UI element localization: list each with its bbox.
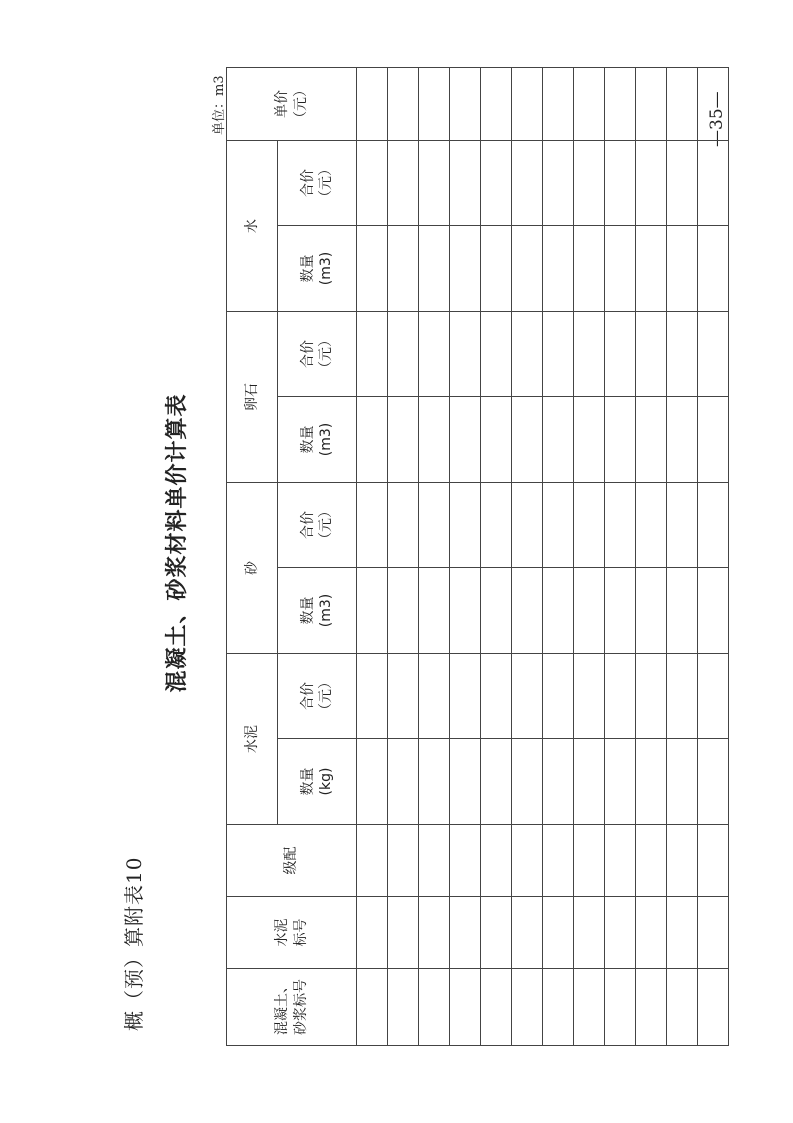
table-cell: [512, 397, 543, 483]
table-cell: [543, 397, 574, 483]
table-cell: [512, 568, 543, 654]
table-cell: [605, 397, 636, 483]
table-cell: [419, 568, 450, 654]
table-cell: [698, 969, 729, 1046]
table-cell: [636, 654, 667, 739]
header-gravel-qty: [278, 397, 357, 483]
table-cell: [450, 483, 481, 568]
table-cell: [667, 969, 698, 1046]
table-cell: [357, 68, 388, 141]
header-sand-qty-line2: (m3): [318, 593, 334, 628]
table-cell: [698, 654, 729, 739]
table-cell: [512, 312, 543, 397]
table-cell: [543, 969, 574, 1046]
table-cell: [388, 483, 419, 568]
table-cell: [543, 483, 574, 568]
table-cell: [605, 226, 636, 312]
table-cell: [388, 312, 419, 397]
table-cell: [512, 226, 543, 312]
table-cell: [357, 568, 388, 654]
header-cement-grade: [227, 897, 357, 969]
table-cell: [419, 226, 450, 312]
header-concrete-grade-line1: 混凝土、: [274, 979, 291, 1035]
table-cell: [357, 483, 388, 568]
table-cell: [543, 739, 574, 825]
header-sand-total-line1: 合价: [299, 511, 316, 539]
header-gravel-qty-line2: (m3): [318, 422, 334, 457]
table-cell: [481, 654, 512, 739]
table-cell: [543, 68, 574, 141]
header-cement-total-line2: （元）: [318, 675, 334, 717]
table-cell: [357, 739, 388, 825]
table-cell: [698, 897, 729, 969]
header-sand-total-line2: （元）: [318, 504, 334, 546]
table-cell: [667, 226, 698, 312]
table-cell: [481, 897, 512, 969]
table-cell: [636, 897, 667, 969]
table-cell: [450, 68, 481, 141]
table-row: [481, 68, 512, 1046]
table-cell: [512, 654, 543, 739]
material-price-table: [226, 67, 729, 1046]
table-cell: [388, 68, 419, 141]
table-row: [543, 68, 574, 1046]
table-row: [698, 68, 729, 1046]
header-row-top: [227, 68, 278, 1046]
table-cell: [357, 825, 388, 897]
table-cell: [388, 397, 419, 483]
header-unit-price: [227, 68, 357, 141]
table-cell: [450, 312, 481, 397]
table-cell: [481, 739, 512, 825]
table-cell: [605, 739, 636, 825]
header-unit-price-line1: 单价: [274, 90, 291, 118]
table-cell: [636, 739, 667, 825]
table-cell: [574, 739, 605, 825]
table-cell: [698, 397, 729, 483]
table-cell: [357, 397, 388, 483]
table-cell: [636, 483, 667, 568]
table-cell: [388, 897, 419, 969]
table-cell: [388, 739, 419, 825]
table-cell: [357, 897, 388, 969]
table-row: [512, 68, 543, 1046]
table-cell: [388, 969, 419, 1046]
header-cement-grade-line1: 水泥: [274, 918, 291, 947]
table-cell: [636, 397, 667, 483]
table-cell: [667, 654, 698, 739]
table-cell: [698, 825, 729, 897]
table-cell: [512, 141, 543, 226]
table-row: [636, 68, 667, 1046]
table-cell: [419, 825, 450, 897]
table-cell: [698, 568, 729, 654]
table-cell: [419, 739, 450, 825]
table-cell: [512, 483, 543, 568]
table-cell: [450, 568, 481, 654]
table-cell: [357, 226, 388, 312]
table-cell: [698, 483, 729, 568]
table-row: [574, 68, 605, 1046]
table-cell: [481, 312, 512, 397]
table-cell: [512, 969, 543, 1046]
table-cell: [667, 397, 698, 483]
header-water-qty-line1: 数量: [299, 254, 316, 283]
table-cell: [419, 312, 450, 397]
table-cell: [450, 654, 481, 739]
header-cement-qty-line1: 数量: [299, 767, 316, 796]
table-cell: [574, 397, 605, 483]
table-cell: [698, 68, 729, 141]
page-number: —35—: [707, 91, 727, 147]
table-cell: [388, 825, 419, 897]
table-cell: [636, 68, 667, 141]
table-cell: [419, 397, 450, 483]
table-cell: [543, 654, 574, 739]
header-water-total-line1: 合价: [299, 169, 316, 197]
table-cell: [636, 141, 667, 226]
table-cell: [388, 568, 419, 654]
header-sand-qty: [278, 568, 357, 654]
header-group-sand: 砂: [227, 483, 278, 654]
table-cell: [450, 897, 481, 969]
table-cell: [388, 226, 419, 312]
table-cell: [357, 312, 388, 397]
table-cell: [388, 654, 419, 739]
table-cell: [481, 141, 512, 226]
table-row: [419, 68, 450, 1046]
table-cell: [574, 312, 605, 397]
header-water-qty: [278, 226, 357, 312]
table-row: [388, 68, 419, 1046]
table-cell: [481, 825, 512, 897]
table-cell: [543, 312, 574, 397]
header-gravel-qty-line1: 数量: [299, 425, 316, 454]
table-cell: [450, 825, 481, 897]
table-cell: [450, 739, 481, 825]
table-cell: [543, 825, 574, 897]
table-cell: [698, 312, 729, 397]
table-cell: [667, 141, 698, 226]
table-cell: [450, 969, 481, 1046]
table-cell: [667, 68, 698, 141]
page-title: 混凝土、砂浆材料单价计算表: [164, 393, 190, 693]
table-cell: [636, 312, 667, 397]
table-row: [450, 68, 481, 1046]
table-cell: [419, 483, 450, 568]
table-cell: [512, 897, 543, 969]
document-label: 概（预）算附表10: [122, 856, 146, 1031]
header-cement-qty: [278, 739, 357, 825]
header-cement-total-line1: 合价: [299, 682, 316, 710]
table-cell: [605, 568, 636, 654]
header-cement-grade-line2: 标号: [292, 918, 309, 947]
table-cell: [450, 141, 481, 226]
table-cell: [543, 568, 574, 654]
table-cell: [698, 739, 729, 825]
table-cell: [574, 568, 605, 654]
table-cell: [636, 825, 667, 897]
table-cell: [357, 141, 388, 226]
header-water-qty-line2: (m3): [318, 251, 334, 286]
table-cell: [419, 897, 450, 969]
table-cell: [574, 68, 605, 141]
table-cell: [450, 397, 481, 483]
table-cell: [605, 654, 636, 739]
header-water-total-line2: （元）: [318, 162, 334, 204]
header-concrete-grade: [227, 969, 357, 1046]
table-cell: [357, 654, 388, 739]
header-gradation: 级配: [227, 825, 357, 897]
table-cell: [419, 654, 450, 739]
table-cell: [605, 825, 636, 897]
table-cell: [388, 141, 419, 226]
header-gravel-total: [278, 312, 357, 397]
table-cell: [481, 226, 512, 312]
table-cell: [574, 141, 605, 226]
table-cell: [357, 969, 388, 1046]
table-cell: [574, 226, 605, 312]
table-cell: [667, 568, 698, 654]
table-cell: [574, 897, 605, 969]
table-cell: [605, 897, 636, 969]
table-cell: [636, 568, 667, 654]
table-cell: [605, 141, 636, 226]
unit-note: 单位：m3: [212, 75, 227, 135]
table-cell: [574, 969, 605, 1046]
header-cement-total: [278, 654, 357, 739]
table-cell: [667, 483, 698, 568]
table-cell: [605, 68, 636, 141]
table-cell: [419, 68, 450, 141]
table-cell: [667, 739, 698, 825]
table-cell: [512, 68, 543, 141]
table-cell: [512, 739, 543, 825]
header-unit-price-line2: （元）: [292, 83, 309, 125]
header-sand-total: [278, 483, 357, 568]
header-group-cement: 水泥: [227, 654, 278, 825]
header-gravel-total-line2: （元）: [318, 333, 334, 375]
table-cell: [636, 226, 667, 312]
table-cell: [574, 825, 605, 897]
table-cell: [450, 226, 481, 312]
table-cell: [636, 969, 667, 1046]
table-cell: [574, 483, 605, 568]
header-gravel-total-line1: 合价: [299, 340, 316, 368]
header-water-total: [278, 141, 357, 226]
header-concrete-grade-line2: 砂浆标号: [292, 979, 309, 1035]
table-cell: [481, 483, 512, 568]
table-cell: [543, 897, 574, 969]
header-sand-qty-line1: 数量: [299, 596, 316, 625]
table-cell: [481, 969, 512, 1046]
table-cell: [481, 568, 512, 654]
table-cell: [481, 397, 512, 483]
table-cell: [667, 312, 698, 397]
table-cell: [512, 825, 543, 897]
table-cell: [605, 312, 636, 397]
table-cell: [574, 654, 605, 739]
table-cell: [605, 483, 636, 568]
table-cell: [667, 897, 698, 969]
table-wrapper: [226, 67, 729, 1046]
table-row: [667, 68, 698, 1046]
header-group-water: 水: [227, 141, 278, 312]
table-cell: [481, 68, 512, 141]
table-row: [605, 68, 636, 1046]
table-cell: [419, 969, 450, 1046]
table-cell: [698, 226, 729, 312]
header-cement-qty-line2: (kg): [318, 767, 334, 796]
header-group-gravel: 卵石: [227, 312, 278, 483]
table-cell: [667, 825, 698, 897]
table-cell: [698, 141, 729, 226]
table-cell: [543, 141, 574, 226]
table-cell: [605, 969, 636, 1046]
table-row: [357, 68, 388, 1046]
table-cell: [543, 226, 574, 312]
table-cell: [419, 141, 450, 226]
